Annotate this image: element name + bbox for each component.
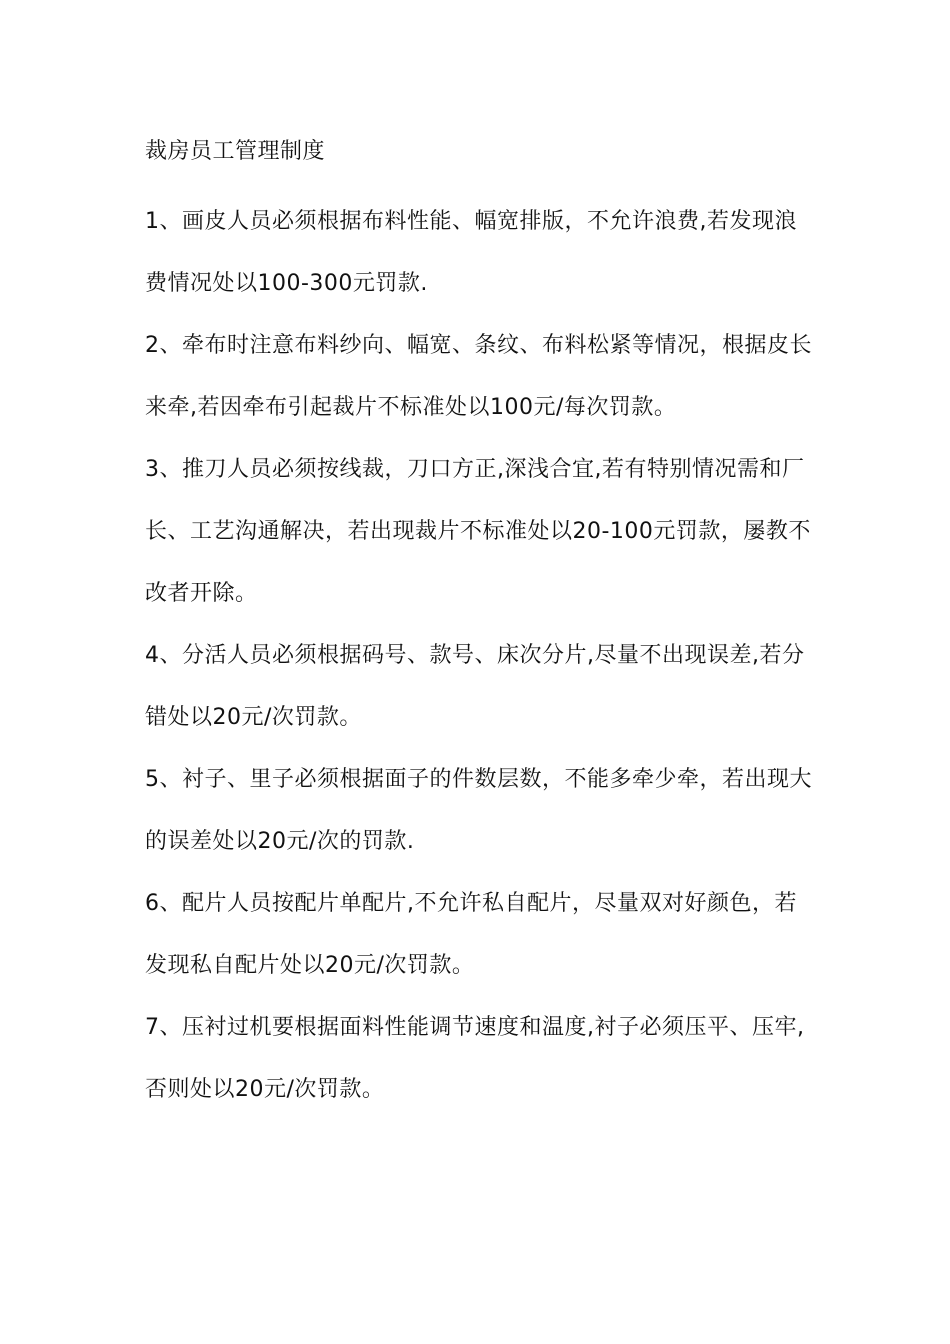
document-title: 裁房员工管理制度 — [145, 139, 326, 164]
rule-paragraph-6: 6、配片人员按配片单配片,不允许私自配片，尽量双对好颜色，若发现私自配片处以20元/次罚款。 — [145, 891, 797, 978]
document-body — [145, 130, 815, 1121]
rule-paragraph-7: 7、压衬过机要根据面料性能调节速度和温度,衬子必须压平、压牢,否则处以20元/次罚款。 — [145, 1015, 805, 1102]
rule-paragraph-1: 1、画皮人员必须根据布料性能、幅宽排版，不允许浪费,若发现浪费情况处以100-300元罚款. — [145, 209, 797, 296]
rule-paragraph-2: 2、牵布时注意布料纱向、幅宽、条纹、布料松紧等情况，根据皮长来牵,若因牵布引起裁片不标准处以100元/每次罚款。 — [145, 333, 812, 420]
rule-paragraph-3: 3、推刀人员必须按线裁，刀口方正,深浅合宜,若有特别情况需和厂长、工艺沟通解决，若出现裁片不标准处以20-100元罚款，屡教不改者开除。 — [145, 457, 811, 606]
rule-paragraph-4: 4、分活人员必须根据码号、款号、床次分片,尽量不出现误差,若分错处以20元/次罚款。 — [145, 643, 805, 730]
rule-paragraph-5: 5、衬子、里子必须根据面子的件数层数，不能多牵少牵，若出现大的误差处以20元/次的罚款. — [145, 767, 812, 854]
